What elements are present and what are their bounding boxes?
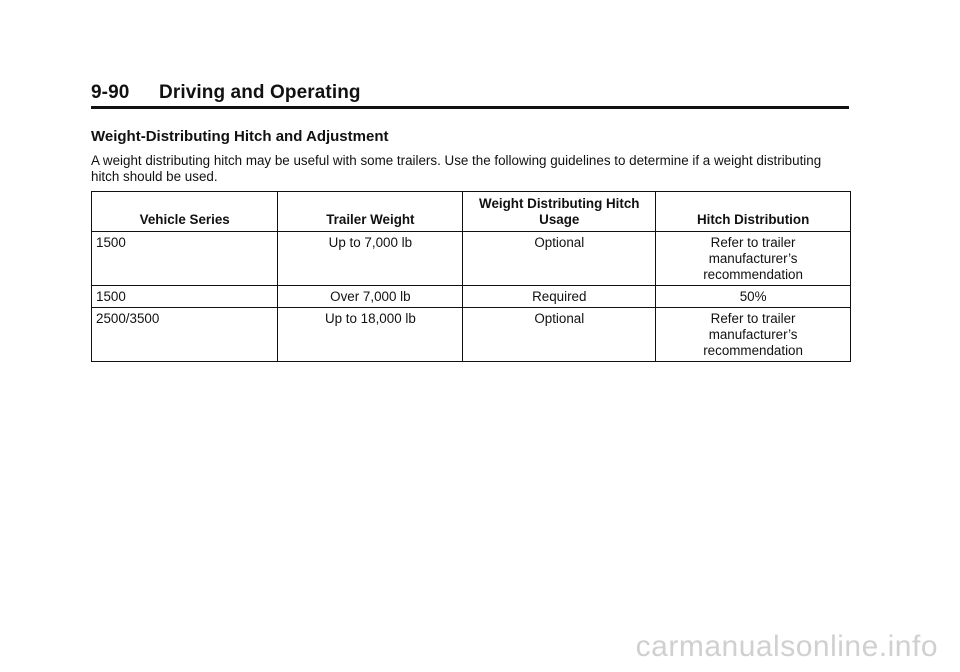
column-header-line: Trailer Weight: [326, 212, 415, 227]
cell-vehicle-series: 1500: [92, 232, 278, 286]
cell-hitch-distribution: [656, 232, 851, 286]
cell-line: manufacturer’s: [708, 251, 798, 266]
cell-vehicle-series: 2500/3500: [92, 308, 278, 362]
column-header-hitch-usage: [463, 192, 656, 232]
cell-hitch-usage: Required: [463, 286, 656, 308]
section-heading: Weight-Distributing Hitch and Adjustment: [91, 128, 389, 145]
table-row: [92, 232, 851, 286]
hitch-guidelines-table: [91, 191, 851, 362]
column-header-trailer-weight: [278, 192, 463, 232]
cell-line: Refer to trailer: [710, 235, 796, 250]
column-header-vehicle-series: [92, 192, 278, 232]
watermark-text: carmanualsonline.info: [635, 630, 938, 663]
page-header: [91, 80, 849, 109]
cell-line: recommendation: [703, 267, 803, 282]
table-row: [92, 308, 851, 362]
column-header-hitch-distribution: [656, 192, 851, 232]
cell-line: manufacturer’s: [708, 327, 798, 342]
table-row: [92, 286, 851, 308]
cell-hitch-usage: Optional: [463, 232, 656, 286]
column-header-line: Weight Distributing Hitch: [479, 196, 640, 211]
page-number: 9-90: [91, 82, 130, 103]
column-header-line: Vehicle Series: [139, 212, 230, 227]
column-header-line: Hitch Distribution: [696, 212, 810, 227]
cell-trailer-weight: Up to 7,000 lb: [278, 232, 463, 286]
cell-hitch-usage: Optional: [463, 308, 656, 362]
cell-hitch-distribution: [656, 286, 851, 308]
cell-vehicle-series: 1500: [92, 286, 278, 308]
column-header-line: Usage: [539, 212, 580, 227]
cell-line: 50%: [739, 289, 767, 304]
chapter-title: Driving and Operating: [159, 82, 361, 103]
cell-trailer-weight: Up to 18,000 lb: [278, 308, 463, 362]
cell-hitch-distribution: [656, 308, 851, 362]
table-header-row: [92, 192, 851, 232]
cell-trailer-weight: Over 7,000 lb: [278, 286, 463, 308]
cell-line: Refer to trailer: [710, 311, 796, 326]
cell-line: recommendation: [703, 343, 803, 358]
intro-paragraph: A weight distributing hitch may be useful with some trailers. Use the following guidelines to determine if a weight distributing hitch should be used.: [91, 153, 822, 184]
